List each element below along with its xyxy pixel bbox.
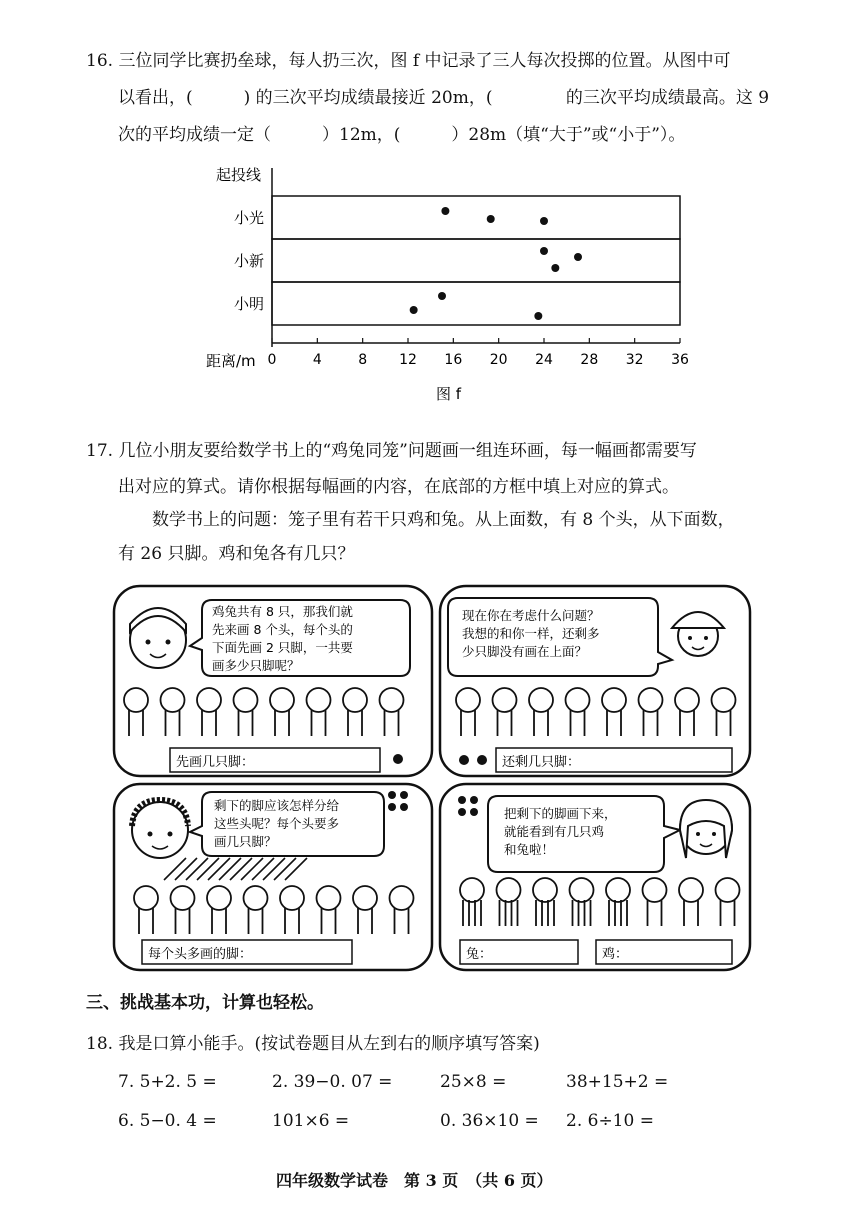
q16-line-1: 16. 三位同学比赛扔垒球，每人扔三次，图 f 中记录了三人每次投掷的位置。从图中可 (86, 51, 731, 71)
x-tick-label: 4 (312, 352, 322, 368)
answer-box-3-label: 每个头多画的脚： (148, 947, 253, 962)
extra-legs-sketch (164, 858, 307, 880)
speech-bubble-text: 下面先画 2 只脚，一共要 (212, 640, 353, 655)
x-tick-label: 24 (535, 352, 553, 368)
q18-item-3: 25×8 = (440, 1072, 507, 1092)
q18-item-5: 6. 5−0. 4 = (118, 1111, 217, 1131)
x-tick-label: 36 (671, 352, 689, 368)
row-label-xiaoming: 小明 (234, 295, 265, 313)
section-3-heading: 三、挑战基本功，计算也轻松。 (86, 993, 324, 1013)
speech-bubble-text: 剩下的脚应该怎样分给 (214, 798, 340, 813)
head-with-legs-icon (124, 688, 148, 736)
head-with-legs-icon (529, 688, 553, 736)
q17-line-3: 数学书上的问题：笼子里有若干只鸡和兔。从上面数，有 8 个头，从下面数， (152, 510, 735, 530)
q18-item-6: 101×6 = (272, 1111, 350, 1131)
q18-item-2: 2. 39−0. 07 = (272, 1072, 393, 1092)
speech-bubble-text: 和兔啦！ (504, 842, 555, 857)
answer-box-chicken-label: 鸡： (602, 947, 629, 962)
head-with-legs-icon (602, 688, 626, 736)
head-with-legs-icon (679, 878, 703, 926)
speech-bubble-text: 现在你在考虑什么问题？ (462, 608, 600, 623)
speech-bubble-text: 把剩下的脚画下来， (504, 806, 617, 821)
head-with-legs-icon (712, 688, 736, 736)
head-with-legs-icon (343, 688, 367, 736)
head-row-3 (134, 886, 414, 934)
speech-bubble-text: 鸡兔共有 8 只，那我们就 (212, 604, 353, 619)
head-row-2 (456, 688, 736, 736)
q16-line-2: 以看出，( ) 的三次平均成绩最接近 20m，( 的三次平均成绩最高。这 9 (118, 88, 770, 108)
head-with-legs-icon (606, 878, 630, 926)
q18-item-7: 0. 36×10 = (440, 1111, 539, 1131)
girl-hat-face-icon (672, 612, 724, 656)
x-tick-label: 0 (267, 352, 277, 368)
head-row-1 (124, 688, 404, 736)
q17-line-2: 出对应的算式。请你根据每幅画的内容，在底部的方框中填上对应的算式。 (118, 477, 679, 497)
head-with-legs-icon (566, 688, 590, 736)
boy-face-icon (130, 608, 186, 668)
speech-bubble-text: 这些头呢？每个头要多 (214, 816, 340, 831)
head-with-legs-icon (197, 688, 221, 736)
head-with-legs-icon (716, 878, 740, 926)
speech-bubble-text: 就能看到有几只鸡 (504, 824, 605, 839)
head-with-legs-icon (234, 688, 258, 736)
answer-box-2-label: 还剩几只脚： (502, 755, 581, 770)
q18-item-4: 38+15+2 = (566, 1072, 669, 1092)
head-with-legs-icon (270, 688, 294, 736)
q17-line-4: 有 26 只脚。鸡和兔各有几只？ (118, 544, 355, 564)
head-with-legs-icon (456, 688, 480, 736)
speech-bubble-text: 画几只脚？ (214, 834, 277, 849)
q16-line-3: 次的平均成绩一定（ ）12m，( ）28m（填“大于”或“小于”）。 (118, 125, 686, 145)
head-with-legs-icon (570, 878, 594, 926)
head-with-legs-icon (497, 878, 521, 926)
row-label-xiaoguang: 小光 (234, 209, 265, 227)
girl-face-icon (680, 800, 732, 858)
row-label-xiaoxin: 小新 (234, 252, 265, 270)
x-tick-label: 28 (580, 352, 599, 368)
page-footer: 四年级数学试卷 第 3 页 （共 6 页） (276, 1171, 553, 1190)
head-with-legs-icon (317, 886, 341, 934)
head-with-legs-icon (380, 688, 404, 736)
speech-bubble-text: 少只脚没有画在上面？ (462, 644, 588, 659)
x-tick-label: 20 (489, 352, 508, 368)
figure-caption: 图 f (436, 385, 462, 403)
q17-line-1: 17. 几位小朋友要给数学书上的“鸡兔同笼”问题画一组连环画，每一幅画都需要写 (86, 441, 697, 461)
x-axis-label: 距离/m (206, 352, 256, 370)
head-with-legs-icon (460, 878, 484, 926)
head-with-legs-icon (675, 688, 699, 736)
head-with-legs-icon (207, 886, 231, 934)
head-with-legs-icon (643, 878, 667, 926)
head-with-legs-icon (171, 886, 195, 934)
chart-title: 起投线 (216, 166, 262, 184)
head-with-legs-icon (533, 878, 557, 926)
q18-title: 18. 我是口算小能手。(按试卷题目从左到右的顺序填写答案) (86, 1034, 540, 1054)
x-tick-label: 16 (444, 352, 463, 368)
q18-item-8: 2. 6÷10 = (566, 1111, 654, 1131)
head-with-legs-icon (307, 688, 331, 736)
head-row-4 (460, 878, 740, 926)
x-tick-label: 32 (625, 352, 644, 368)
head-with-legs-icon (280, 886, 304, 934)
head-with-legs-icon (353, 886, 377, 934)
x-tick-label: 8 (358, 352, 368, 368)
q18-item-1: 7. 5+2. 5 = (118, 1072, 217, 1092)
head-with-legs-icon (161, 688, 185, 736)
answer-box-1-label: 先画几只脚： (176, 755, 255, 770)
answer-box-rabbit-label: 兔： (466, 947, 493, 962)
head-with-legs-icon (639, 688, 663, 736)
speech-bubble-text: 先来画 8 个头，每个头的 (212, 622, 353, 637)
speech-bubble-text: 我想的和你一样，还剩多 (462, 626, 600, 641)
x-tick-label: 12 (399, 352, 417, 368)
head-with-legs-icon (134, 886, 158, 934)
speech-bubble-text: 画多少只脚呢？ (212, 658, 300, 673)
head-with-legs-icon (244, 886, 268, 934)
head-with-legs-icon (390, 886, 414, 934)
curly-hair-boy-icon (132, 800, 188, 858)
head-with-legs-icon (493, 688, 517, 736)
